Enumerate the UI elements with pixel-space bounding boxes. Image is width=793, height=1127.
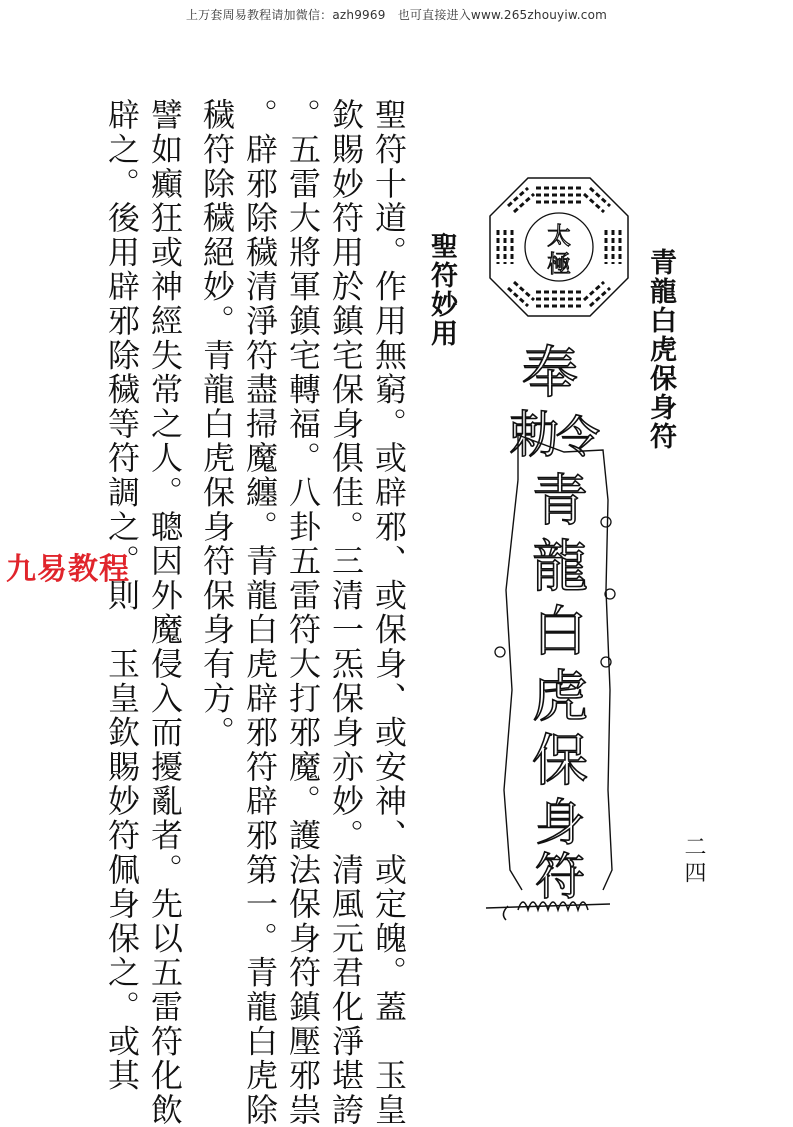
talisman-char-2: 勅 [509, 406, 559, 464]
text-column-2: 欽賜妙符用於鎮宅保身俱佳。三清一炁保身亦妙。清風元君化淨堪誇 [327, 98, 365, 1127]
talisman-figure [478, 170, 648, 930]
text-column-1: 聖符十道。作用無窮。或辟邪、或保身、或安神、或定魄。蓋 玉皇 [370, 98, 408, 1127]
talisman-char-9: 身 [535, 794, 585, 852]
talisman-char-5: 龍 [532, 535, 588, 600]
talisman-char-7: 虎 [532, 665, 588, 730]
section-title: 聖符妙用 [426, 232, 457, 348]
seal-char-1: 太 [547, 222, 571, 250]
page-header: 上万套周易教程请加微信：azh9969 也可直接进入www.265zhouyiw.com [185, 8, 608, 22]
talisman-char-3: 令 [556, 412, 600, 463]
talisman-title: 青龍白虎保身符 [645, 248, 676, 451]
text-column-7: 辟之。後用辟邪除穢等符調之。則 玉皇欽賜妙符佩身保之。或其 [103, 98, 141, 1093]
talisman-char-1: 奉 [522, 341, 578, 406]
talisman-char-4: 青 [532, 469, 588, 534]
talisman-char-6: 白 [533, 600, 587, 663]
text-column-6: 譬如癲狂或神經失常之人。聰因外魔侵入而擾亂者。先以五雷符化飲 [146, 98, 184, 1127]
seal-char-2: 極 [547, 250, 571, 278]
watermark-logo: 九易教程 [6, 552, 130, 587]
text-column-4: 。辟邪除穢清淨符盡掃魔纏。青龍白虎辟邪符辟邪第一。青龍白虎除 [241, 98, 279, 1127]
page-number: 二四 [681, 835, 706, 887]
talisman-char-10: 符 [535, 848, 585, 906]
text-column-3: 。五雷大將軍鎮宅轉福。八卦五雷符大打邪魔。護法保身符鎮壓邪祟 [284, 98, 322, 1127]
talisman-char-8: 保 [532, 729, 588, 794]
text-column-5: 穢符除穢絕妙。青龍白虎保身符保身有方。 [198, 98, 236, 750]
